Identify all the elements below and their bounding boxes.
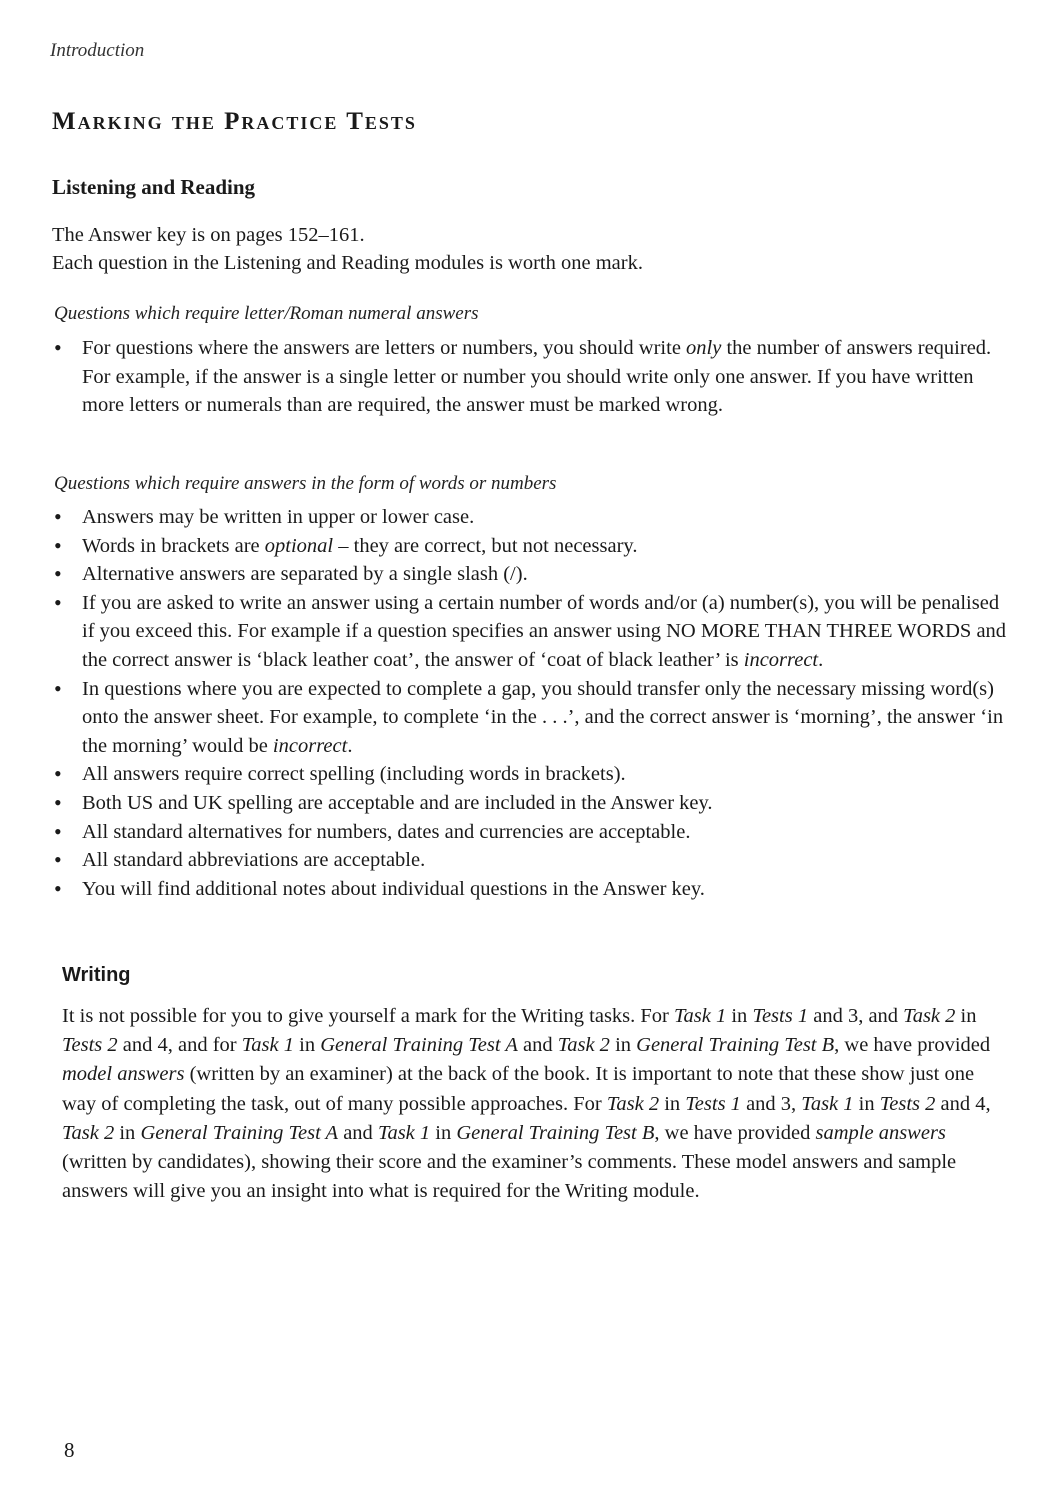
list-item: • Words in brackets are optional – they are correct, but not necessary. [54, 532, 1012, 561]
word-answers-list [54, 503, 1012, 903]
list-item: • If you are asked to write an answer using a certain number of words and/or (a) number(s), you will be penalised if you exceed this. For example if a question specifies an answer using NO MORE THAN THREE WORDS and the correct answer is ‘black leather coat’, the answer of ‘coat of black leather’ is incorrect. [54, 589, 1012, 675]
word-answers-subheading: Questions which require answers in the form of words or numbers [54, 473, 557, 494]
list-item: • Both US and UK spelling are acceptable and are included in the Answer key. [54, 789, 1012, 818]
intro-line-1: The Answer key is on pages 152–161. [52, 224, 365, 246]
list-item: • All standard abbreviations are acceptable. [54, 846, 1012, 875]
list-item: • All answers require correct spelling (including words in brackets). [54, 760, 1012, 789]
intro-line-2: Each question in the Listening and Reading modules is worth one mark. [52, 252, 643, 274]
writing-paragraph: It is not possible for you to give yourself a mark for the Writing tasks. For Task 1 in Tests 1 and 3, and Task 2 in Tests 2 and 4, and for Task 1 in General Training Test A and Task 2 in General Training Test B, we have provided model answers (written by an examiner) at the back of the book. It is important to note that these show just one way of completing the task, out of many possible approaches. For Task 2 in Tests 1 and 3, Task 1 in Tests 2 and 4, Task 2 in General Training Test A and Task 1 in General Training Test B, we have provided sample answers (written by candidates), showing their score and the examiner’s comments. These model answers and sample answers will give you an insight into what is required for the Writing module. [62, 1005, 991, 1203]
list-item: • Answers may be written in upper or lower case. [54, 503, 1012, 532]
list-item: • All standard alternatives for numbers, dates and currencies are acceptable. [54, 818, 1012, 847]
letter-answers-list [54, 334, 1006, 420]
writing-heading: Writing [62, 964, 131, 986]
list-item: • For questions where the answers are letters or numbers, you should write only the number of answers required. For example, if the answer is a single letter or number you should write only one answer. If you have written more letters or numerals than are required, the answer must be marked wrong. [54, 334, 1006, 420]
page-number: 8 [64, 1438, 75, 1462]
answer-key-intro [52, 221, 952, 277]
list-item: • You will find additional notes about individual questions in the Answer key. [54, 875, 1012, 904]
listening-reading-heading: Listening and Reading [52, 175, 256, 199]
list-item: • In questions where you are expected to complete a gap, you should transfer only the necessary missing word(s) onto the answer sheet. For example, to complete ‘in the . . .’, and the correct answer is ‘morning’, the answer ‘in the morning’ would be incorrect. [54, 675, 1012, 761]
list-item: • Alternative answers are separated by a single slash (/). [54, 560, 1012, 589]
running-head: Introduction [50, 40, 145, 61]
page-title: Marking the Practice Tests [52, 108, 417, 135]
letter-answers-subheading: Questions which require letter/Roman numeral answers [54, 303, 479, 324]
